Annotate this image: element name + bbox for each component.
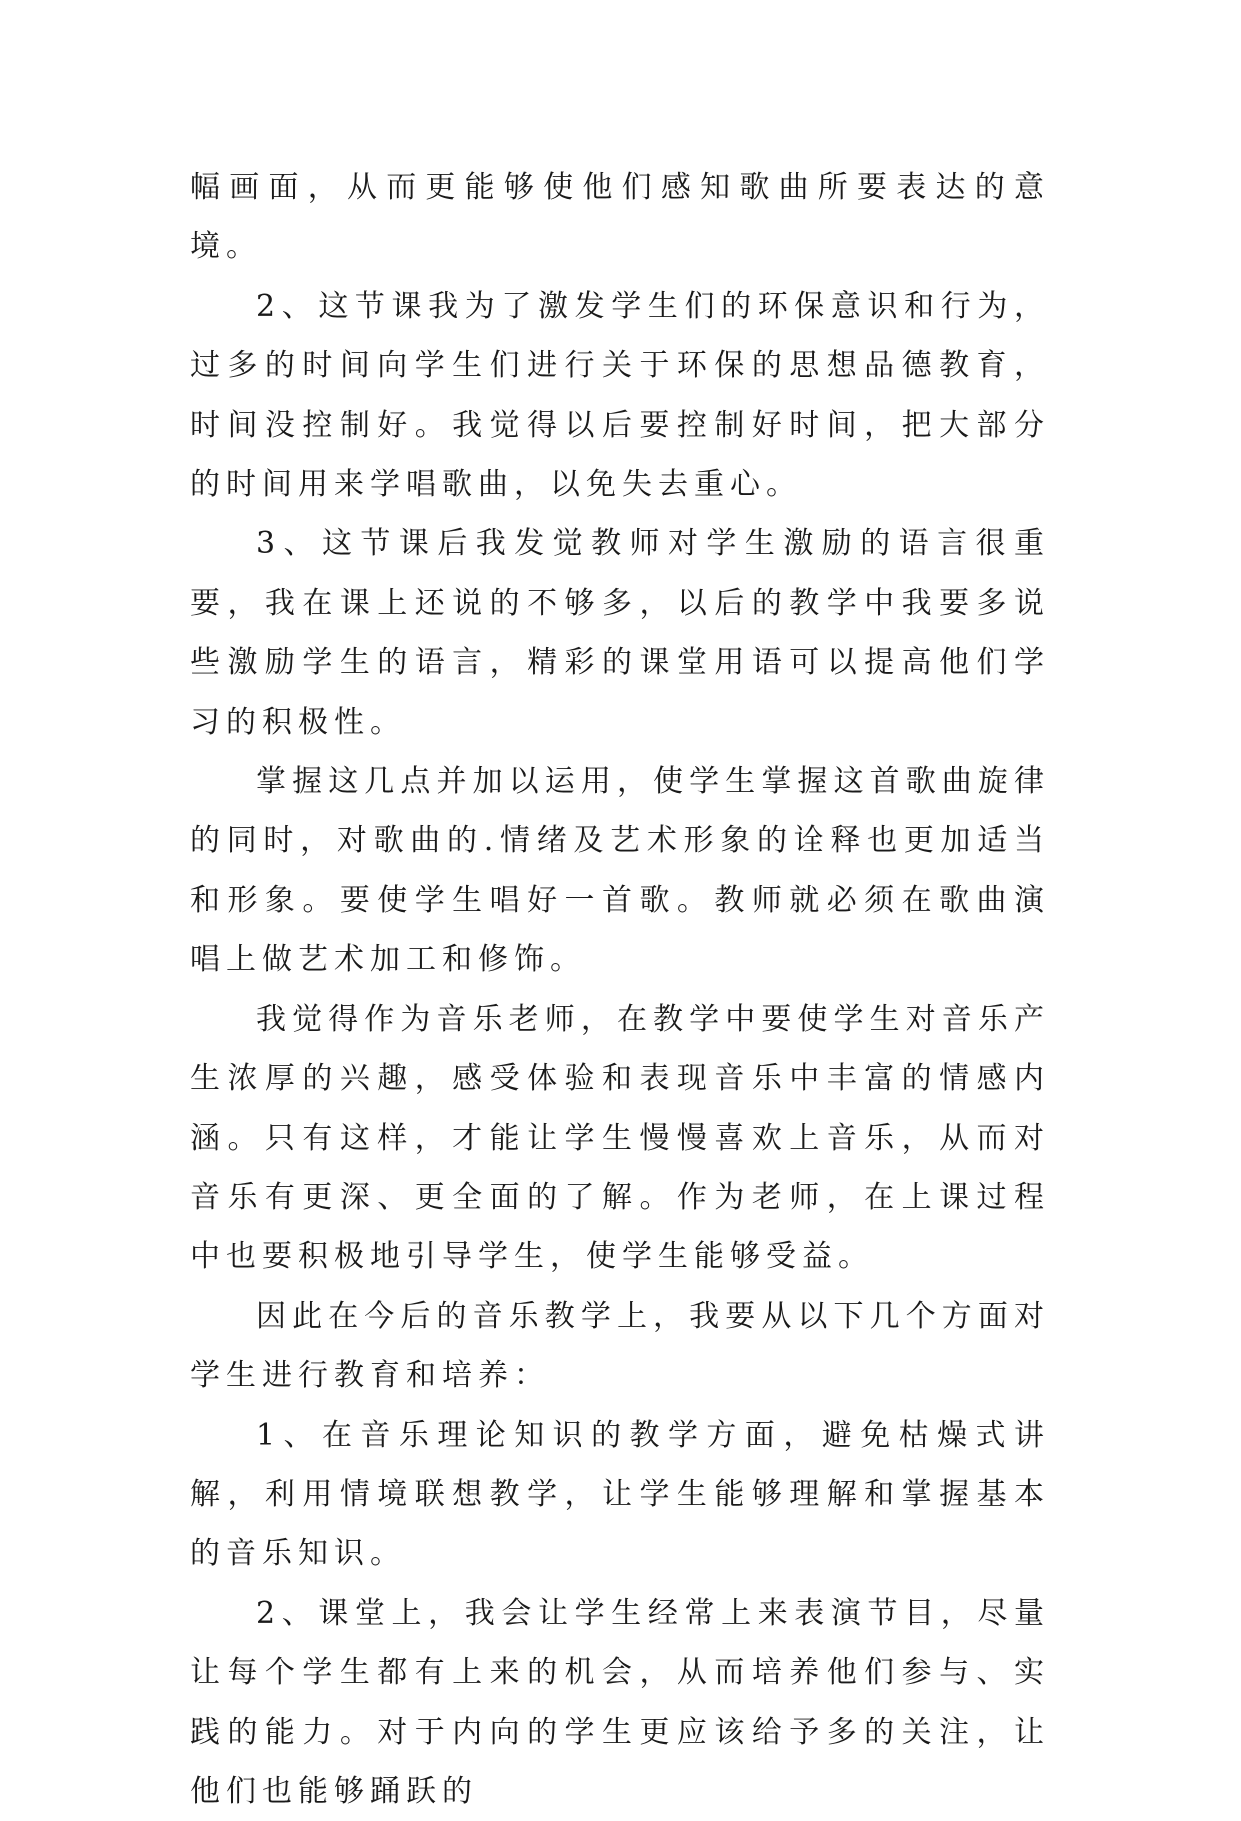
paragraph-8: 2、课堂上，我会让学生经常上来表演节目，尽量让每个学生都有上来的机会，从而培养他们参与、实践的能力。对于内向的学生更应该给予多的关注，让他们也能够踊跃的: [190, 1595, 1050, 1809]
paragraph-3: 3、这节课后我发觉教师对学生激励的语言很重要，我在课上还说的不够多，以后的教学中我要多说些激励学生的语言，精彩的课堂用语可以提高他们学习的积极性。: [190, 526, 1050, 740]
paragraph-2: 2、这节课我为了激发学生们的环保意识和行为，过多的时间向学生们进行关于环保的思想品德教育，时间没控制好。我觉得以后要控制好时间，把大部分的时间用来学唱歌曲，以免失去重心。: [190, 288, 1050, 503]
paragraph-5: 我觉得作为音乐老师，在教学中要使学生对音乐产生浓厚的兴趣，感受体验和表现音乐中丰富的情感内涵。只有这样，才能让学生慢慢喜欢上音乐，从而对音乐有更深、更全面的了解。作为老师，在上课过程中也要积极地引导学生，使学生能够受益。: [190, 1001, 1050, 1275]
paragraph-6: 因此在今后的音乐教学上，我要从以下几个方面对学生进行教育和培养：: [190, 1298, 1050, 1394]
paragraph-4: 掌握这几点并加以运用，使学生掌握这首歌曲旋律的同时，对歌曲的.情绪及艺术形象的诠释也更加适当和形象。要使学生唱好一首歌。教师就必须在歌曲演唱上做艺术加工和修饰。: [190, 764, 1050, 978]
paragraph-7: 1、在音乐理论知识的教学方面，避免枯燥式讲解，利用情境联想教学，让学生能够理解和掌握基本的音乐知识。: [190, 1417, 1050, 1572]
document-body: [190, 158, 1050, 1821]
paragraph-1: 幅画面，从而更能够使他们感知歌曲所要表达的意境。: [190, 170, 1050, 265]
